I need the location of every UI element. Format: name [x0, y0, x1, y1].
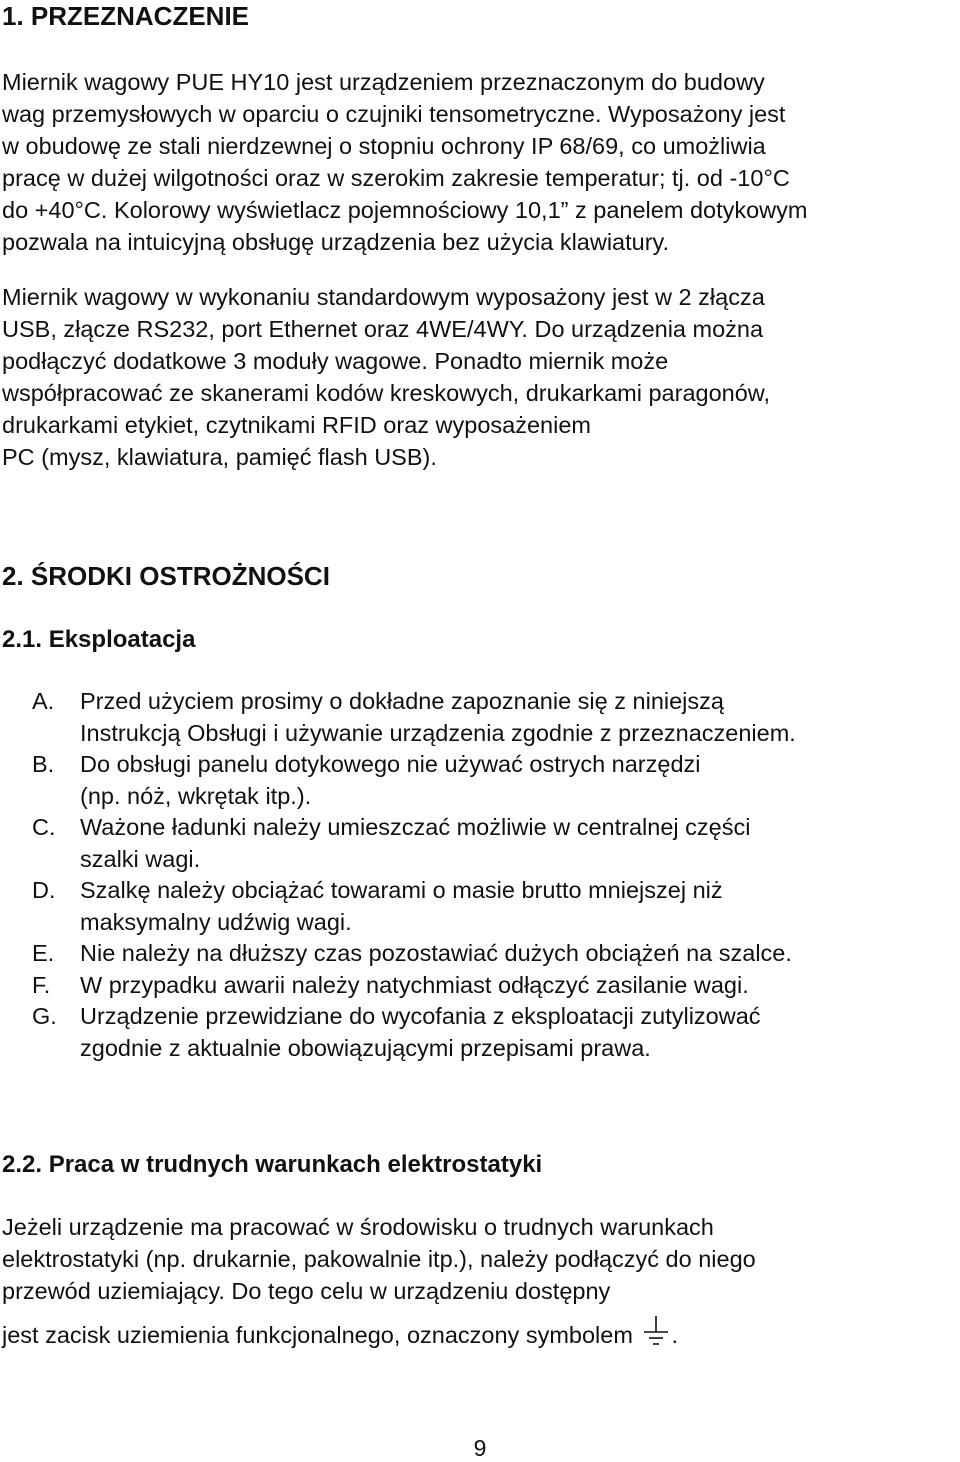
- text-line: Instrukcją Obsługi i używanie urządzenia zgodnie z przeznaczeniem.: [80, 719, 796, 746]
- list-item-letter: F.: [32, 971, 51, 998]
- section-2-2-title: 2.2. Praca w trudnych warunkach elektrostatyki: [2, 1151, 543, 1178]
- text-line: drukarkami etykiet, czytnikami RFID oraz wyposażeniem: [2, 412, 591, 438]
- section-1-paragraph-1: [2, 66, 960, 258]
- list-item-text: [80, 938, 792, 970]
- section-1-paragraph-2: [2, 281, 960, 473]
- list-item-letter: E.: [32, 940, 55, 966]
- list-item-letter: D.: [32, 877, 56, 903]
- section-1-title: 1. PRZEZNACZENIE: [2, 1, 250, 31]
- text-line: [2, 1315, 960, 1351]
- text-line-end: .: [671, 1322, 678, 1348]
- section-2-1-title: 2.1. Eksploatacja: [2, 626, 196, 653]
- text-line: przewód uziemiający. Do tego celu w urządzeniu dostępny: [2, 1278, 611, 1304]
- text-line: Jeżeli urządzenie ma pracować w środowisku o trudnych warunkach: [2, 1214, 714, 1240]
- text-line: PC (mysz, klawiatura, pamięć flash USB).: [2, 444, 437, 470]
- text-line: Szalkę należy obciążać towarami o masie brutto mniejszej niż: [80, 877, 723, 903]
- page-number: 9: [473, 1435, 487, 1461]
- text-line: Do obsługi panelu dotykowego nie używać ostrych narzędzi: [80, 751, 701, 777]
- list-item: [32, 812, 796, 875]
- list-item: [32, 686, 796, 749]
- text-line: do +40°C. Kolorowy wyświetlacz pojemnościowy 10,1” z panelem dotykowym: [2, 197, 808, 223]
- text-line: (np. nóż, wkrętak itp.).: [80, 782, 312, 809]
- list-item: [32, 749, 796, 812]
- text-line: Urządzenie przewidziane do wycofania z eksploatacji zutylizować: [80, 1003, 761, 1029]
- ground-icon: [641, 1315, 671, 1349]
- list-item-letter: C.: [32, 814, 56, 840]
- list-item: [32, 1001, 796, 1064]
- list-item-letter: B.: [32, 751, 55, 777]
- text-line: Przed użyciem prosimy o dokładne zapoznanie się z niniejszą: [80, 688, 724, 714]
- text-line: elektrostatyki (np. drukarnie, pakowalnie itp.), należy podłączyć do niego: [2, 1246, 756, 1272]
- precautions-list: [32, 686, 796, 1064]
- text-line: podłączyć dodatkowe 3 moduły wagowe. Ponadto miernik może: [2, 348, 669, 374]
- list-item: [32, 875, 796, 938]
- text-line: Miernik wagowy PUE HY10 jest urządzeniem przeznaczonym do budowy: [2, 69, 765, 95]
- text-line: USB, złącze RS232, port Ethernet oraz 4WE/4WY. Do urządzenia można: [2, 316, 764, 342]
- text-line: szalki wagi.: [80, 845, 201, 872]
- list-item-text: [80, 749, 701, 812]
- text-line: Nie należy na dłuższy czas pozostawiać dużych obciążeń na szalce.: [80, 940, 792, 966]
- list-item-text: [80, 812, 750, 875]
- list-item-letter: A.: [32, 688, 55, 714]
- text-line: W przypadku awarii należy natychmiast odłączyć zasilanie wagi.: [80, 971, 749, 998]
- text-line: pracę w dużej wilgotności oraz w szerokim zakresie temperatur; tj. od -10°C: [2, 165, 790, 191]
- text-line: w obudowę ze stali nierdzewnej o stopniu ochrony IP 68/69, co umożliwia: [2, 133, 766, 159]
- text-line: Miernik wagowy w wykonaniu standardowym wyposażony jest w 2 złącza: [2, 284, 765, 310]
- text-line: Ważone ładunki należy umieszczać możliwie w centralnej części: [80, 814, 751, 840]
- section-2-2-paragraph: [2, 1211, 960, 1351]
- section-2-title: 2. ŚRODKI OSTROŻNOŚCI: [2, 561, 330, 591]
- text-line: współpracować ze skanerami kodów kreskowych, drukarkami paragonów,: [2, 380, 771, 406]
- text-line: maksymalny udźwig wagi.: [80, 908, 352, 935]
- list-item-text: [80, 875, 723, 938]
- text-line: zgodnie z aktualnie obowiązującymi przepisami prawa.: [80, 1034, 651, 1061]
- list-item-text: [80, 1001, 761, 1064]
- list-item-text: [80, 970, 749, 1002]
- list-item-text: [80, 686, 796, 749]
- text-line: pozwala na intuicyjną obsługę urządzenia bez użycia klawiatury.: [2, 229, 670, 255]
- list-item: [32, 970, 796, 1002]
- text-line: wag przemysłowych w oparciu o czujniki tensometryczne. Wyposażony jest: [2, 101, 786, 127]
- text-line-content: jest zacisk uziemienia funkcjonalnego, oznaczony symbolem: [2, 1322, 633, 1348]
- list-item-letter: G.: [32, 1003, 57, 1029]
- list-item: [32, 938, 796, 970]
